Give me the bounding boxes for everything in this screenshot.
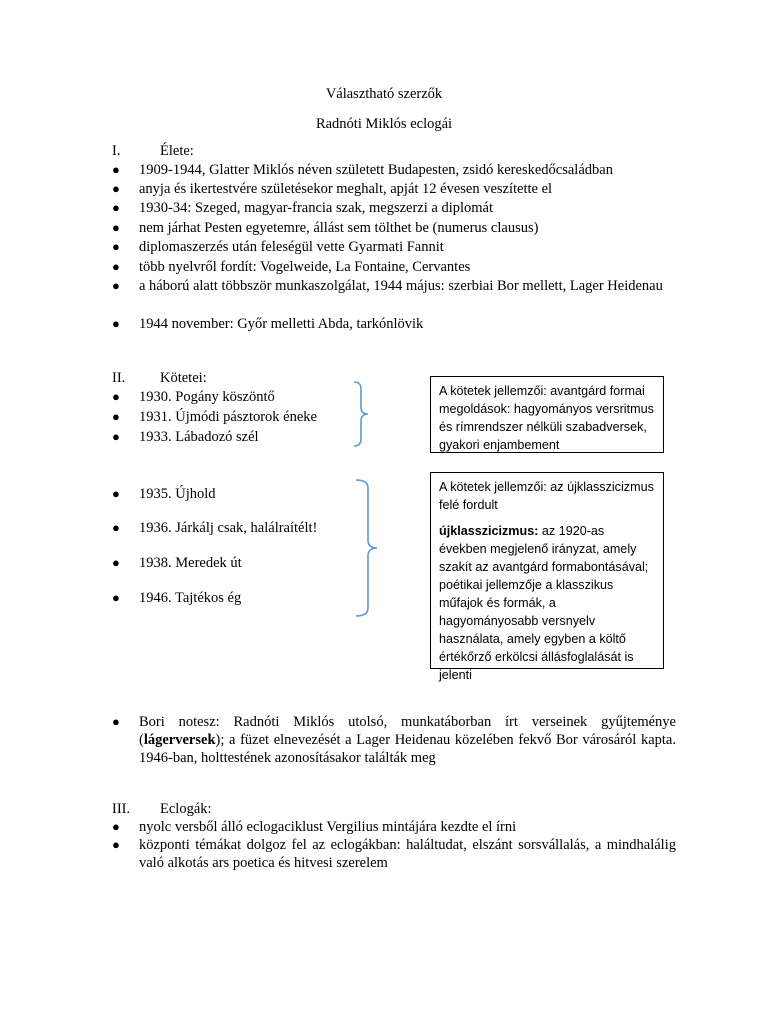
bullet-icon: ● (112, 162, 120, 177)
list-item: több nyelvről fordít: Vogelweide, La Fontaine, Cervantes (139, 259, 471, 275)
volumes-characteristics-box (430, 376, 664, 453)
volume-item: 1933. Lábadozó szél (139, 429, 259, 445)
box-definition (439, 522, 655, 684)
bullet-icon: ● (112, 486, 120, 501)
section-3-number: III. (112, 801, 131, 817)
bullet-icon: ● (112, 239, 120, 254)
bori-text-a: Bori notesz: Radnóti Miklós utolsó, munkatáborban írt verseinek gyűjteménye ( (139, 714, 676, 748)
section-2-number: II. (112, 370, 126, 386)
volume-item: 1931. Újmódi pásztorok éneke (139, 409, 317, 425)
bullet-icon: ● (112, 259, 120, 274)
page-title: Választható szerzők (325, 86, 443, 102)
list-item: anyja és ikertestvére születésekor meghalt, apját 12 évesen veszítette el (139, 181, 553, 197)
definition-text: az 1920-as években megjelenő irányzat, amely szakít az avantgárd formabontásával; poétikai jellemzője a klasszikus műfajok és formák, a hagyományosabb versnyelv használata, amely egyben a költő értékőrző erkölcsi állásfoglalását is jelenti (439, 524, 649, 682)
bullet-icon: ● (112, 555, 120, 570)
list-item: nem járhat Pesten egyetemre, állást sem tölthet be (numerus clausus) (139, 220, 539, 236)
bullet-icon: ● (112, 714, 120, 729)
bullet-icon: ● (112, 429, 120, 444)
bullet-icon: ● (112, 278, 120, 293)
brace-icon (350, 380, 374, 448)
list-item: a háború alatt többször munkaszolgálat, 1944 május: szerbiai Bor mellett, Lager Heidenau (139, 278, 663, 294)
section-1-label: Élete: (160, 143, 194, 159)
bullet-icon: ● (112, 819, 120, 834)
list-item: 1909-1944, Glatter Miklós néven született Budapesten, zsidó kereskedőcsaládban (139, 162, 613, 178)
volume-item: 1935. Újhold (139, 486, 216, 502)
bori-text-b: ); a füzet elnevezését a Lager Heidenau közelében fekvő Bor városáról kapta. 1946-ban, holttestének azonosításakor találták meg (139, 732, 676, 766)
box-text: A kötetek jellemzői: avantgárd formai megoldások: hagyományos versritmus és rímrendszer nélküli szabadversek, gyakori enjambement (439, 384, 654, 452)
volume-item: 1930. Pogány köszöntő (139, 389, 275, 405)
section-1-number: I. (112, 143, 121, 159)
bullet-icon: ● (112, 316, 120, 331)
term: újklasszicizmus: (439, 524, 539, 538)
volume-item: 1936. Járkálj csak, halálraítélt! (139, 520, 318, 536)
section-2-label: Kötetei: (160, 370, 207, 386)
bullet-icon: ● (112, 389, 120, 404)
bullet-icon: ● (112, 409, 120, 424)
list-item: 1944 november: Győr melletti Abda, tarkónlövik (139, 316, 424, 332)
bullet-icon: ● (112, 200, 120, 215)
bullet-icon: ● (112, 520, 120, 535)
volume-item: 1946. Tajtékos ég (139, 590, 242, 606)
neoclassicism-box (430, 472, 664, 682)
bullet-icon: ● (112, 181, 120, 196)
list-item: nyolc versből álló eclogaciklust Vergilius mintájára kezdte el írni (139, 819, 517, 835)
volume-item: 1938. Meredek út (139, 555, 242, 571)
bullet-icon: ● (112, 837, 120, 852)
bullet-icon: ● (112, 590, 120, 605)
page-subtitle: Radnóti Miklós eclogái (315, 116, 453, 132)
bori-text-bold: lágerversek (143, 732, 216, 748)
section-3-label: Eclogák: (160, 801, 212, 817)
bullet-icon: ● (112, 220, 120, 235)
list-item: diplomaszerzés után feleségül vette Gyarmati Fannit (139, 239, 444, 255)
list-item: 1930-34: Szeged, magyar-francia szak, megszerzi a diplomát (139, 200, 494, 216)
bori-paragraph (139, 713, 676, 767)
box-intro: A kötetek jellemzői: az újklasszicizmus felé fordult (439, 480, 654, 512)
list-item: központi témákat dolgoz fel az eclogákban: haláltudat, elszánt sorsvállalás, a mindhalálig való alkotás ars poetica és hitvesi szerelem (139, 837, 676, 871)
brace-icon (352, 478, 380, 618)
